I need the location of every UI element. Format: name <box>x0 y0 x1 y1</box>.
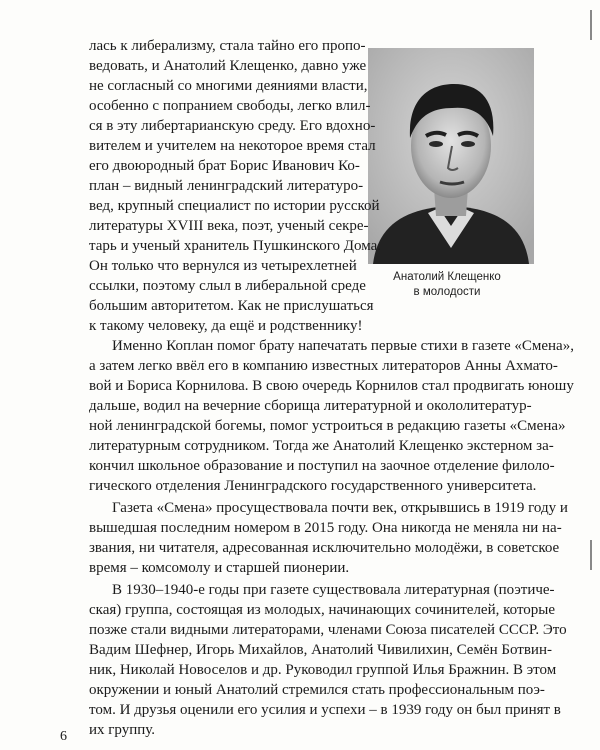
text-line: гического отделения Ленинградского государственного университета. <box>89 478 537 494</box>
text-line: а затем легко ввёл его в компанию известных литераторов Анны Ахмато- <box>89 358 558 374</box>
text-line: литературным сотрудником. Тогда же Анатолий Клещенко экстерном за- <box>89 438 554 454</box>
text-line: большим авторитетом. Как не прислушаться <box>89 298 374 314</box>
text-line: к такому человеку, да ещё и родственнику! <box>89 318 363 334</box>
text-line: литературы XVIII века, поэт, ученый секре- <box>89 218 369 234</box>
text-line: дальше, водил на вечерние сборища литературной и окололитератур- <box>89 398 532 414</box>
scan-edge-mark <box>590 540 592 570</box>
text-line: не согласный со многими деяниями власти, <box>89 78 368 94</box>
photo-caption-line-2: в молодости <box>413 286 481 298</box>
text-line: ся в эту либертарианскую среду. Его вдохно- <box>89 118 376 134</box>
text-line: его двоюродный брат Борис Иванович Ко- <box>89 158 360 174</box>
text-line: ведовать, и Анатолий Клещенко, давно уже <box>89 58 367 74</box>
text-line: лась к либерализму, стала тайно его пропо- <box>89 38 366 54</box>
text-line: ссылки, поэтому слыл в либеральной среде <box>89 278 366 294</box>
portrait-image <box>368 48 534 264</box>
text-line: особенно с попранием свободы, легко влил- <box>89 98 371 114</box>
text-line: Газета «Смена» просуществовала почти век, открывшись в 1919 году и <box>112 500 568 516</box>
portrait-photo <box>368 48 534 264</box>
scan-edge-mark <box>590 10 592 40</box>
text-line: их группу. <box>89 722 156 738</box>
text-line: звания, ни читателя, адресованная исключительно молодёжи, в советское <box>89 540 560 556</box>
text-line: вителем и учителем на некоторое время стал <box>89 138 376 154</box>
text-line: Вадим Шефнер, Игорь Михайлов, Анатолий Чивилихин, Семён Ботвин- <box>89 642 552 658</box>
photo-caption-line-1: Анатолий Клещенко <box>393 271 501 283</box>
text-line: вед, крупный специалист по истории русской <box>89 198 380 214</box>
text-line: В 1930–1940-е годы при газете существовала литературная (поэтиче- <box>112 582 555 598</box>
text-line: ник, Николай Новоселов и др. Руководил группой Илья Бражнин. В этом <box>89 662 557 678</box>
text-line: план – видный ленинградский литературо- <box>89 178 364 194</box>
text-line: кончил школьное образование и поступил на заочное отделение филоло- <box>89 458 555 474</box>
text-line: окружении и юный Анатолий стремился стать профессиональным поэ- <box>89 682 545 698</box>
text-line: время – комсомолу и старшей пионерии. <box>89 560 350 576</box>
text-line: позже стали видными литераторами, членами Союза писателей СССР. Это <box>89 622 567 638</box>
text-line: Именно Коплан помог брату напечатать первые стихи в газете «Смена», <box>112 338 574 354</box>
text-line: ская) группа, состоящая из молодых, начинающих сочинителей, которые <box>89 602 556 618</box>
text-line: вой и Бориса Корнилова. В свою очередь Корнилов стал продвигать юношу <box>89 378 574 394</box>
text-line: тарь и ученый хранитель Пушкинского Дома. <box>89 238 382 254</box>
text-line: вышедшая последним номером в 2015 году. Она никогда не меняла ни на- <box>89 520 562 536</box>
text-line: том. И друзья оценили его усилия и успехи – в 1939 году он был принят в <box>89 702 561 718</box>
text-line: Он только что вернулся из четырехлетней <box>89 258 357 274</box>
text-line: ной ленинградской богемы, помог устроиться в редакцию газеты «Смена» <box>89 418 566 434</box>
page-number: 6 <box>60 729 67 744</box>
